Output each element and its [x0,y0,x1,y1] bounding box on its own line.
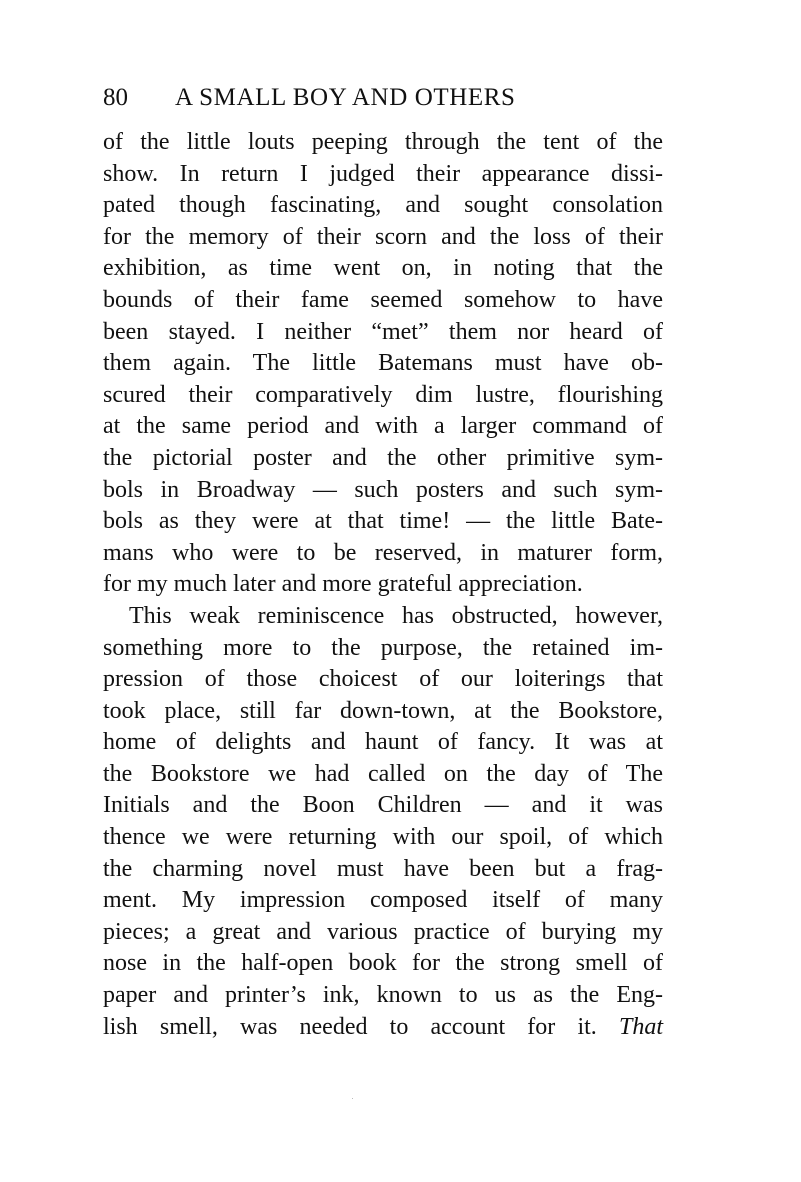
final-line-text: lish smell, was needed to account for it. [103,1013,597,1040]
text-line: of the little louts peeping through the tent of the [103,129,663,155]
text-line: took place, still far down-town, at the Bookstore, [103,697,663,724]
page-number: 80 [103,84,128,111]
text-line: pression of those choicest of our loiterings that [103,666,663,693]
text-line: show. In return I judged their appearance dissi- [103,160,663,187]
italic-word: That [618,1013,663,1040]
text-line: them again. The little Batemans must have ob- [103,350,663,377]
text-line: pated though fascinating, and sought consolation [103,192,663,219]
text-line: exhibition, as time went on, in noting that the [103,255,663,282]
text-line: bols as they were at that time! — the little Bate- [103,508,663,535]
paragraph-end-line: for my much later and more grateful appreciation. [103,571,583,598]
paragraph-start-line: This weak reminiscence has obstructed, however, [129,602,663,629]
final-text-line [103,1012,663,1044]
running-header [103,80,663,116]
text-line: ment. My impression composed itself of many [103,887,663,914]
text-line: scured their comparatively dim lustre, flourishing [103,381,663,408]
body-text [103,127,663,1043]
text-line: something more to the purpose, the retained im- [103,634,663,661]
text-line: been stayed. I neither “met” them nor heard of [103,318,663,345]
text-line: at the same period and with a larger command of [103,413,663,440]
text-line: paper and printer’s ink, known to us as the Eng- [103,982,663,1009]
text-line: bols in Broadway — such posters and such sym- [103,476,663,503]
text-line: the charming novel must have been but a frag- [103,855,663,882]
text-line: thence we were returning with our spoil, of which [103,824,663,851]
text-line: Initials and the Boon Children — and it was [103,792,663,819]
text-line: the Bookstore we had called on the day of The [103,760,663,787]
text-line: home of delights and haunt of fancy. It was at [103,729,663,756]
text-line: nose in the half-open book for the strong smell of [103,950,663,977]
text-line: mans who were to be reserved, in maturer form, [103,539,663,566]
text-line: pieces; a great and various practice of burying my [103,918,663,945]
running-title: A SMALL BOY AND OTHERS [175,84,516,111]
text-line: for the memory of their scorn and the loss of their [103,223,663,250]
text-line: bounds of their fame seemed somehow to have [103,286,663,313]
text-line: the pictorial poster and the other primitive sym- [103,444,663,471]
paper-speck [352,1098,353,1099]
